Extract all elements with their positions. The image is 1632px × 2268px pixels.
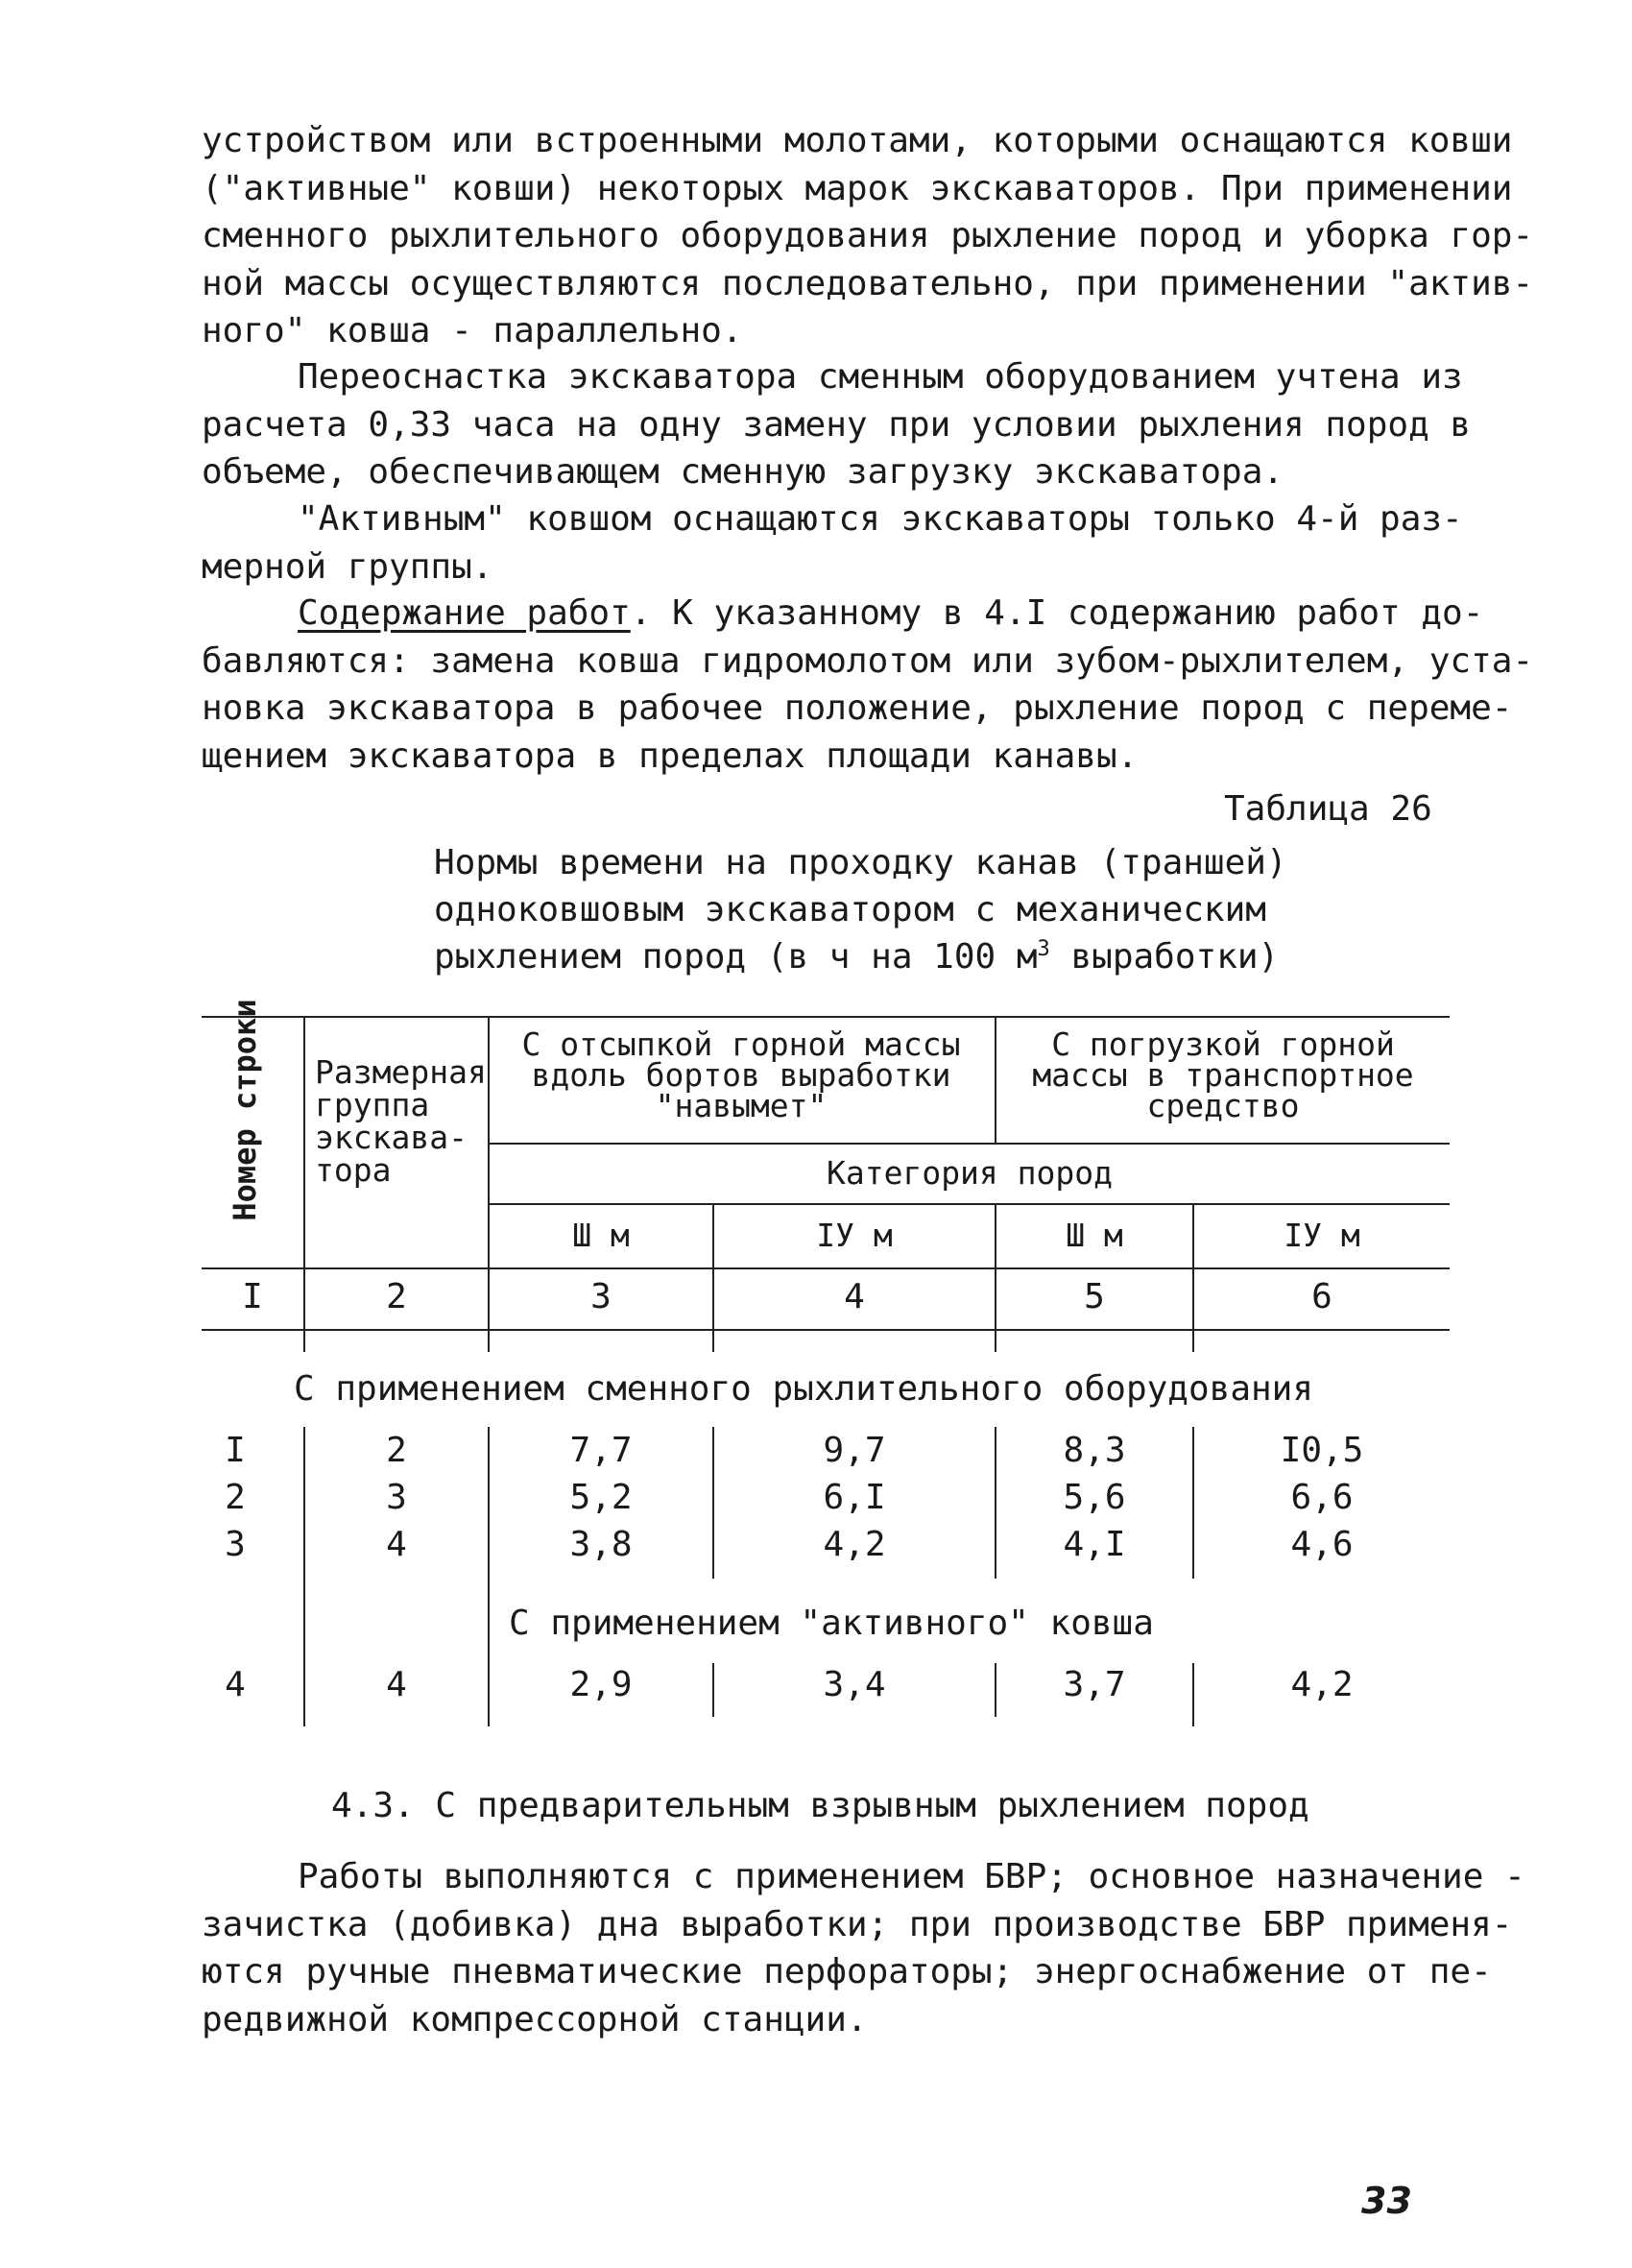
header-line: средство [1146, 1087, 1300, 1124]
text-line: сменного рыхлительного оборудования рыхление пород и уборка гор- [202, 216, 1534, 255]
text-line: устройством или встроенными молотами, которыми оснащаются ковши [202, 121, 1513, 160]
column-number: 6 [1311, 1277, 1332, 1316]
cell-value: 2,9 [569, 1665, 633, 1704]
table-rule [202, 1267, 1450, 1269]
norms-table [202, 998, 1450, 1726]
header-dump [488, 1025, 995, 1124]
text-line: Работы выполняются с применением БВР; основное назначение - [298, 1857, 1525, 1896]
cell-value: 3,8 [569, 1525, 633, 1564]
cell-row-number: I [225, 1431, 246, 1470]
section-title: С применением сменного рыхлительного оборудования [294, 1369, 1314, 1409]
header-sub: Ш м [572, 1217, 630, 1254]
cell-row-number: 4 [225, 1665, 246, 1704]
table-label: Таблица 26 [1224, 789, 1432, 829]
cell-value: 3,7 [1063, 1665, 1126, 1704]
cell-value: 4,2 [823, 1525, 886, 1564]
table-caption [434, 839, 1287, 980]
text-line: зачистка (добивка) дна выработки; при производстве БВР применя- [202, 1904, 1513, 1944]
text-line: мерной группы. [202, 546, 493, 587]
text-fragment: выработки) [1049, 937, 1280, 977]
section-heading: 4.3. С предварительным взрывным рыхлением пород [331, 1786, 1309, 1825]
cell-value: 7,7 [569, 1431, 633, 1470]
cell-group: 2 [386, 1431, 407, 1470]
text-line: расчета 0,33 часа на одну замену при условии рыхления пород в [202, 404, 1472, 445]
column-number: 2 [386, 1277, 407, 1316]
header-line: "навымет" [655, 1087, 828, 1124]
text-line: "Активным" ковшом оснащаются экскаваторы только 4-й раз- [298, 499, 1463, 539]
cell-value: 6,I [823, 1478, 886, 1517]
cell-group: 4 [386, 1665, 407, 1704]
header-load [996, 1025, 1450, 1124]
header-line: Размерная [315, 1053, 487, 1091]
cell-value: 4,6 [1290, 1525, 1354, 1564]
cell-value: 6,6 [1290, 1478, 1354, 1517]
text-line [202, 590, 1484, 638]
header-line: тора [315, 1151, 392, 1189]
header-size-group [315, 1053, 488, 1189]
text-line: ются ручные пневматические перфораторы; энергоснабжение от пе- [202, 1952, 1492, 1991]
table-row [202, 1525, 1450, 1573]
caption-line: Нормы времени на проходку канав (траншей) [434, 843, 1287, 882]
header-line: экскава- [315, 1119, 468, 1156]
text-line: новка экскаватора в рабочее положение, рыхление пород с переме- [202, 688, 1513, 728]
table-rule [202, 1329, 1450, 1331]
intro-paragraph [202, 117, 1534, 355]
header-sub: Ш м [1066, 1217, 1123, 1254]
text-line: ("активные" ковши) некоторых марок экскаваторов. При применении [202, 168, 1513, 208]
table-rule [202, 1016, 1450, 1018]
header-line: вдоль бортов выработки [531, 1056, 951, 1094]
table-row [202, 1665, 1450, 1713]
header-row-number: Номер строки [227, 998, 263, 1221]
cell-value: 4,2 [1290, 1665, 1354, 1704]
cell-value: 9,7 [823, 1431, 886, 1470]
header-line: массы в транспортное [1032, 1056, 1414, 1094]
column-number: 3 [590, 1277, 612, 1316]
table-row [202, 1478, 1450, 1526]
text-line: бавляются: замена ковша гидромолотом или зубом-рыхлителем, уста- [202, 640, 1534, 681]
header-category: Категория пород [826, 1154, 1113, 1192]
cell-value: 5,6 [1063, 1478, 1126, 1517]
cell-row-number: 3 [225, 1525, 246, 1564]
caption-line: одноковшовым экскаватором с механическим [434, 890, 1266, 929]
work-content-paragraph [202, 590, 1534, 780]
superscript: 3 [1037, 937, 1050, 961]
text-line: объеме, обеспечивающем сменную загрузку экскаватора. [202, 452, 1284, 492]
page-number: 33 [1361, 2180, 1412, 2222]
table-rule [488, 1203, 1450, 1205]
header-line: группа [315, 1086, 430, 1123]
column-number: 4 [844, 1277, 865, 1316]
refit-paragraph [202, 353, 1472, 496]
cell-row-number: 2 [225, 1478, 246, 1517]
cell-group: 3 [386, 1478, 407, 1517]
cell-value: I0,5 [1280, 1431, 1364, 1470]
text-line: ной массы осуществляются последовательно, при применении "актив- [202, 263, 1534, 303]
text-line: щением экскаватора в пределах площади канавы. [202, 736, 1139, 776]
caption-line [434, 933, 1287, 980]
column-number: I [242, 1277, 263, 1316]
cell-value: 3,4 [823, 1665, 886, 1704]
text-line: редвижной компрессорной станции. [202, 1999, 868, 2039]
section-title: С применением "активного" ковша [509, 1604, 1154, 1643]
text-fragment: . К указанному в 4.I содержанию работ до- [630, 593, 1484, 633]
cell-value: 5,2 [569, 1478, 633, 1517]
header-sub: IУ м [1284, 1217, 1360, 1254]
header-sub: IУ м [816, 1217, 893, 1254]
header-line: С отсыпкой горной массы [521, 1025, 961, 1063]
blasting-paragraph [202, 1853, 1525, 2043]
cell-group: 4 [386, 1525, 407, 1564]
header-line: С погрузкой горной [1051, 1025, 1395, 1063]
table-rule [488, 1143, 1450, 1145]
work-content-heading: Содержание работ [298, 593, 631, 633]
text-fragment: рыхлением пород (в ч на 100 м [434, 937, 1038, 977]
column-number: 5 [1084, 1277, 1105, 1316]
text-line: ного" ковша - параллельно. [202, 311, 743, 350]
text-line: Переоснастка экскаватора сменным оборудованием учтена из [298, 357, 1463, 397]
cell-value: 4,I [1063, 1525, 1126, 1564]
active-bucket-paragraph [202, 495, 1463, 591]
table-row [202, 1431, 1450, 1479]
cell-value: 8,3 [1063, 1431, 1126, 1470]
